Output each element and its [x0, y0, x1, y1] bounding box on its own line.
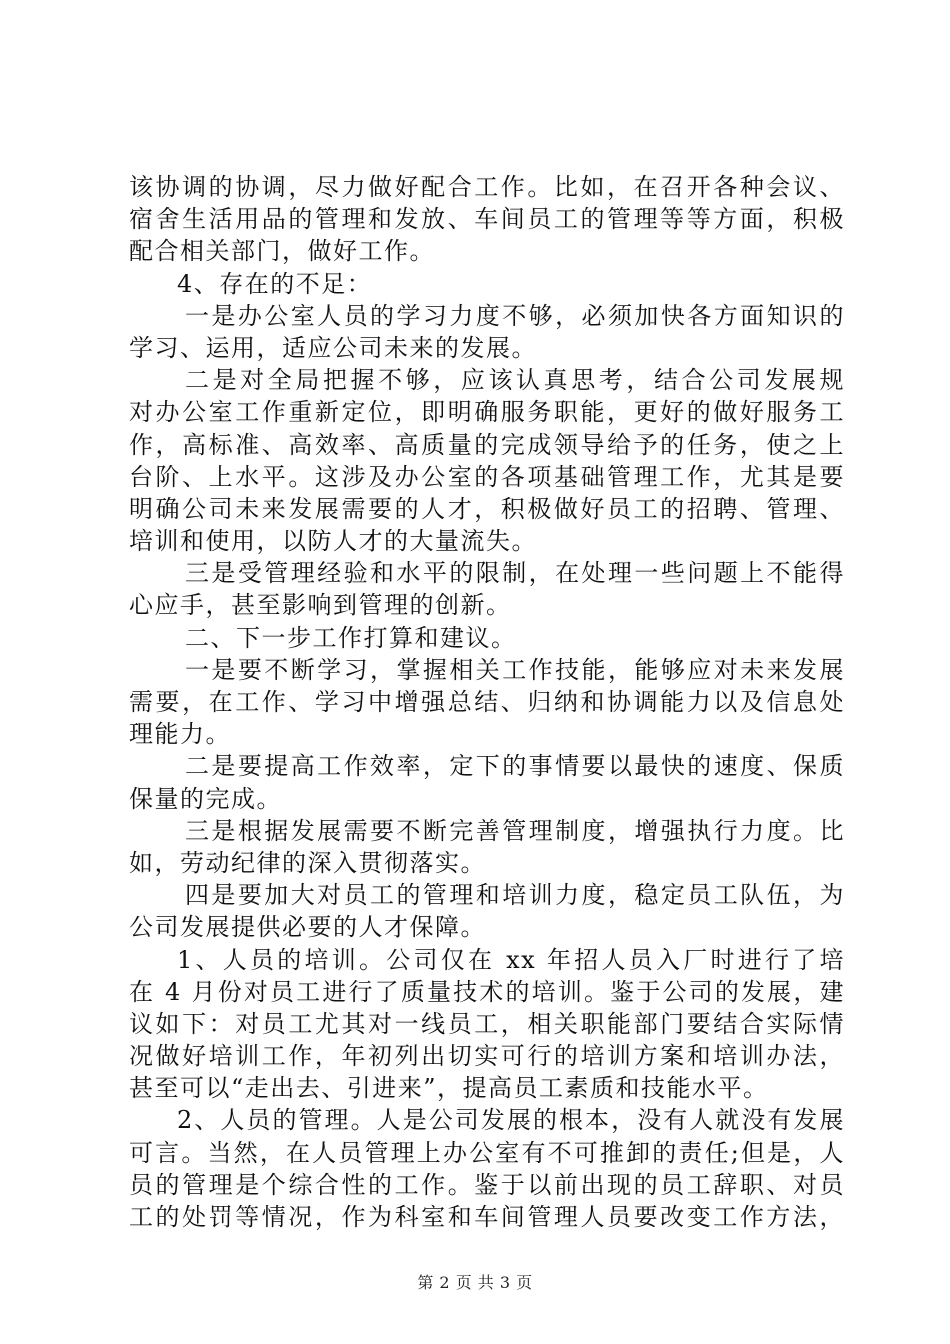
text-line: 培训和使用，以防人才的大量流失。: [129, 527, 537, 556]
text-line: 员的管理是个综合性的工作。鉴于以前出现的员工辞职、对员: [129, 1170, 845, 1199]
section-heading: 二、下一步工作打算和建议。: [185, 623, 517, 652]
text-line: 一是要不断学习，掌握相关工作技能，能够应对未来发展: [185, 655, 845, 684]
text-line: 如，劳动纪律的深入贯彻落实。: [129, 848, 486, 877]
text-line: 1、人员的培训。公司仅在 xx 年招人员入厂时进行了培: [177, 945, 845, 974]
text-line: 可言。当然，在人员管理上办公室有不可推卸的责任;但是，人: [129, 1138, 845, 1167]
text-line: 理能力。: [129, 720, 231, 749]
text-line: 宿舍生活用品的管理和发放、车间员工的管理等等方面，积极: [129, 205, 845, 234]
text-line: 二是对全局把握不够，应该认真思考，结合公司发展规: [185, 366, 845, 395]
text-line: 议如下：对员工尤其对一线员工，相关职能部门要结合实际情: [129, 1009, 845, 1038]
text-line: 该协调的协调，尽力做好配合工作。比如，在召开各种会议、: [129, 173, 845, 201]
text-line: 四是要加大对员工的管理和培训力度，稳定员工队伍，为: [185, 881, 845, 910]
text-line: 工的处罚等情况，作为科室和车间管理人员要改变工作方法，: [129, 1203, 845, 1231]
text-line: 对办公室工作重新定位，即明确服务职能，更好的做好服务工: [129, 398, 845, 427]
text-line: 保量的完成。: [129, 784, 282, 813]
text-line: 在 4 月份对员工进行了质量技术的培训。鉴于公司的发展，建: [129, 977, 845, 1006]
text-line: 二是要提高工作效率，定下的事情要以最快的速度、保质: [185, 752, 845, 781]
text-line: 明确公司未来发展需要的人才，积极做好员工的招聘、管理、: [129, 494, 845, 523]
text-line: 配合相关部门，做好工作。: [129, 237, 435, 266]
section-heading: 4、存在的不足：: [177, 269, 373, 298]
text-line: 2、人员的管理。人是公司发展的根本，没有人就没有发展: [177, 1106, 845, 1135]
text-line: 甚至可以“走出去、引进来”，提高员工素质和技能水平。: [129, 1074, 769, 1103]
text-line: 台阶、上水平。这涉及办公室的各项基础管理工作，尤其是要: [129, 462, 845, 491]
text-line: 心应手，甚至影响到管理的创新。: [129, 591, 512, 620]
text-line: 三是受管理经验和水平的限制，在处理一些问题上不能得: [185, 559, 845, 588]
document-body: [129, 171, 845, 1233]
text-line: 三是根据发展需要不断完善管理制度，增强执行力度。比: [185, 816, 845, 845]
text-line: 作，高标准、高效率、高质量的完成领导给予的任务，使之上: [129, 430, 845, 459]
text-line: 一是办公室人员的学习力度不够，必须加快各方面知识的: [185, 301, 845, 330]
page-number-footer: 第 2 页 共 3 页: [417, 1273, 533, 1292]
text-line: 需要，在工作、学习中增强总结、归纳和协调能力以及信息处: [129, 688, 845, 716]
text-line: 公司发展提供必要的人才保障。: [129, 913, 486, 942]
text-line: 况做好培训工作，年初列出切实可行的培训方案和培训办法，: [129, 1042, 845, 1071]
text-line: 学习、运用，适应公司未来的发展。: [129, 333, 537, 362]
